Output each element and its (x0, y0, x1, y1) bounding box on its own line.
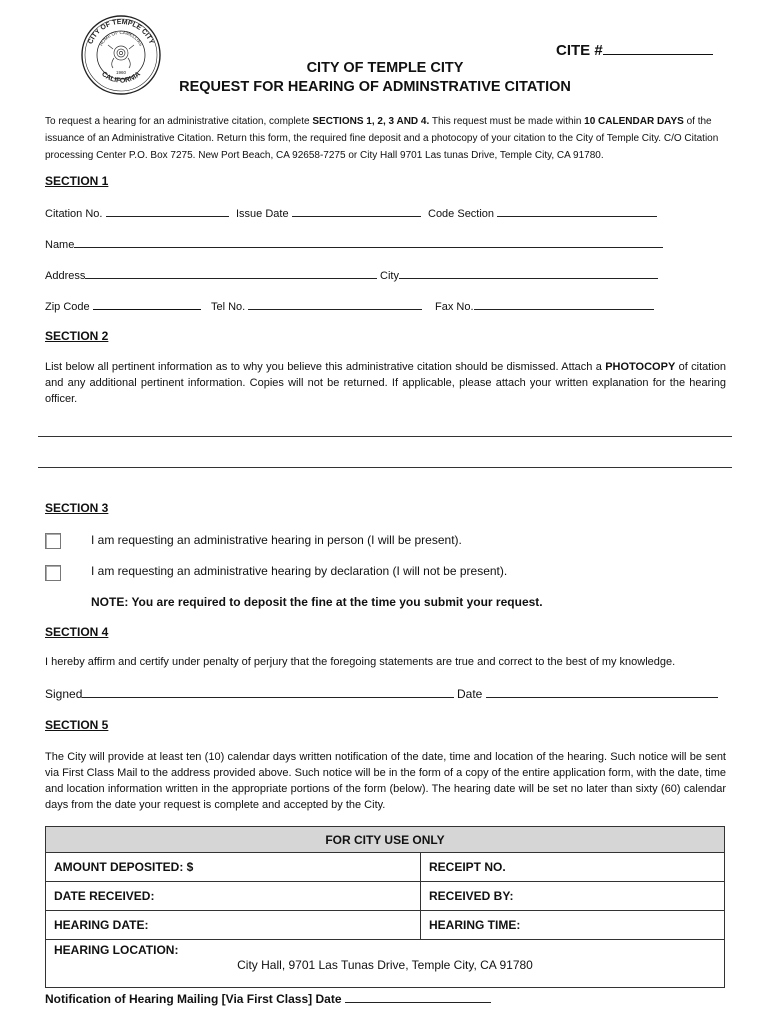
section-2-heading: SECTION 2 (45, 329, 109, 343)
name-field[interactable]: Name (45, 237, 663, 251)
affirmation-statement: I hereby affirm and certify under penalty of perjury that the foregoing statements are true and correct to the best of my knowledge. (45, 656, 676, 668)
city-use-heading: FOR CITY USE ONLY (46, 827, 725, 853)
signature-date-field[interactable]: Date (457, 687, 718, 701)
section-1-heading: SECTION 1 (45, 174, 109, 188)
hearing-time-cell[interactable]: HEARING TIME: (421, 911, 725, 940)
issue-date-field[interactable]: Issue Date (236, 206, 421, 220)
explanation-line-2[interactable] (38, 467, 732, 468)
form-title-city: CITY OF TEMPLE CITY (306, 60, 464, 76)
fax-field[interactable]: Fax No. (435, 299, 654, 313)
hearing-date-cell[interactable]: HEARING DATE: (46, 911, 421, 940)
receipt-number-cell[interactable]: RECEIPT NO. (421, 853, 725, 882)
deposit-note: NOTE: You are required to deposit the fine at the time you submit your request. (91, 595, 543, 609)
section-3-heading: SECTION 3 (45, 501, 109, 515)
city-field[interactable]: City (380, 268, 658, 282)
section-4-heading: SECTION 4 (45, 625, 109, 639)
address-field[interactable]: Address (45, 268, 377, 282)
city-use-table (45, 826, 725, 988)
declaration-checkbox[interactable] (45, 565, 61, 581)
notification-mailing-date-field[interactable]: Notification of Hearing Mailing [Via First Class] Date (45, 992, 491, 1006)
section-5-notice: The City will provide at least ten (10) calendar days written notification of the date, time and location of the hearing. Such notice will be sent via First Class Mail to the address provided above. Such notice will be in the form of a copy of the entire application form, with the date, time and location information written in the appropriate portions of the form (below). The hearing date will be set no later than sixty (60) calendar days from the date your request is complete and accepted by the City. (45, 751, 726, 811)
code-section-field[interactable]: Code Section (428, 206, 657, 220)
signature-field[interactable]: Signed (45, 687, 454, 701)
svg-text:1960: 1960 (115, 70, 127, 75)
hearing-location-label: HEARING LOCATION: (54, 943, 179, 957)
date-received-cell[interactable]: DATE RECEIVED: (46, 882, 421, 911)
intro-paragraph: To request a hearing for an administrative citation, complete SECTIONS 1, 2, 3 AND 4. This request must be made within 10 CALENDAR DAYS of the issuance of an Administrative Citation. Return this form, the required fine deposit and a photocopy of your citation to the City of Temple City. C/O Citation processing Center P.O. Box 7275. New Port Beach, CA 92658-7275 or City Hall 9701 Las tunas Drive, Temple City, CA 91780. (45, 116, 719, 161)
in-person-checkbox[interactable] (45, 533, 61, 549)
svg-text:HOME OF CAMELLIAS: HOME OF CAMELLIAS (98, 29, 144, 47)
section-2-instructions: List below all pertinent information as to why you believe this administrative citation should be dismissed. Attach a PHOTOCOPY of citation and any additional pertinent information. Copies will not be returned. If applicable, please attach your written explanation for the hearing officer. (45, 361, 726, 405)
explanation-line-1[interactable] (38, 436, 732, 437)
amount-deposited-cell[interactable]: AMOUNT DEPOSITED: $ (46, 853, 421, 882)
form-title-request: REQUEST FOR HEARING OF ADMINSTRATIVE CITATION (179, 79, 571, 95)
received-by-cell[interactable]: RECEIVED BY: (421, 882, 725, 911)
section-5-heading: SECTION 5 (45, 718, 109, 732)
in-person-option-label: I am requesting an administrative hearing in person (I will be present). (91, 533, 462, 547)
cite-label: CITE # (556, 42, 603, 59)
zip-code-field[interactable]: Zip Code (45, 299, 201, 313)
telephone-field[interactable]: Tel No. (211, 299, 422, 313)
svg-text:CALIFORNIA: CALIFORNIA (100, 70, 142, 85)
hearing-location-value: City Hall, 9701 Las Tunas Drive, Temple City, CA 91780 (237, 958, 533, 972)
svg-text:CITY OF TEMPLE CITY: CITY OF TEMPLE CITY (87, 18, 155, 46)
cite-number-field[interactable] (556, 42, 713, 59)
citation-number-field[interactable]: Citation No. (45, 206, 229, 220)
hearing-location-cell[interactable] (46, 940, 725, 988)
declaration-option-label: I am requesting an administrative hearing by declaration (I will not be present). (91, 564, 508, 578)
